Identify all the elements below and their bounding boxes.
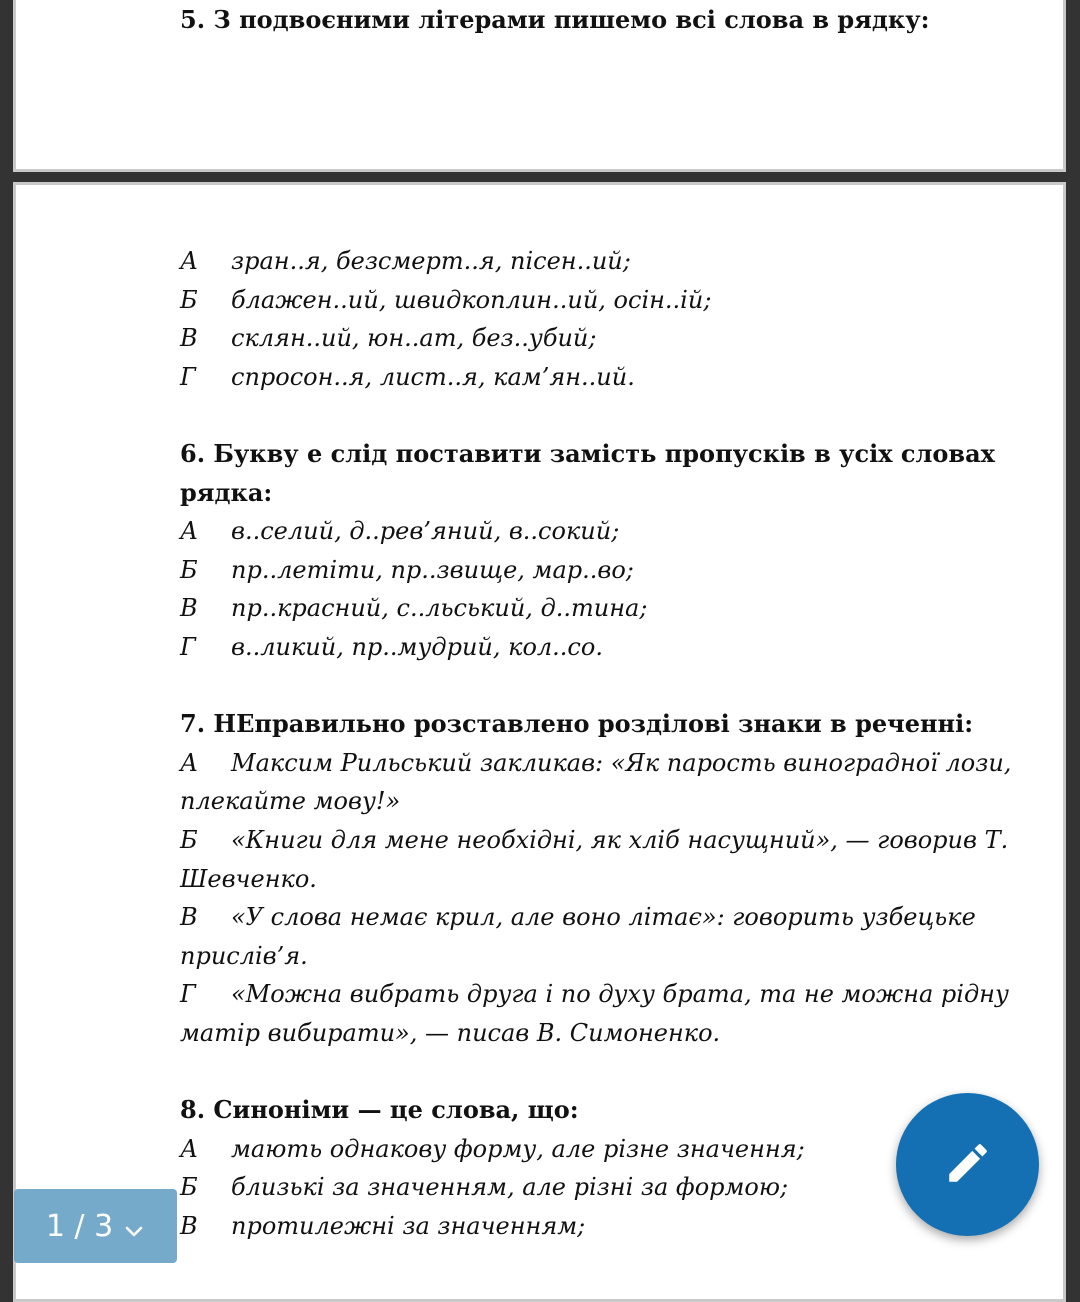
option-letter: Б (180, 285, 198, 314)
option-text: Максим Рильський закликав: «Як парость виноградної лози, (231, 748, 1012, 777)
option-letter: В (180, 324, 198, 353)
question-6-title-cont: рядка: (180, 477, 273, 507)
option-text: блажен..ий, швидкоплин..ий, осін..ій; (231, 285, 712, 314)
option-letter: А (180, 748, 199, 777)
option-letter: Г (180, 632, 196, 661)
page-selector-button[interactable] (14, 1189, 177, 1263)
option-letter: В (180, 1211, 198, 1240)
option-text: в..селий, д..рев’яний, в..сокий; (231, 517, 620, 546)
q6-option (180, 512, 1000, 551)
q8-option (180, 1168, 1000, 1207)
option-text: пр..красний, с..льський, д..тина; (231, 594, 648, 623)
pencil-icon (943, 1138, 993, 1192)
page-indicator-label: 1 / 3 (45, 1208, 114, 1244)
q7-option (180, 821, 1009, 860)
q5-option (180, 319, 1000, 358)
q7-option-cont: плекайте мову!» (180, 787, 401, 816)
option-text: склян..ий, юн..ат, без..убий; (231, 324, 597, 353)
option-text: «Можна вибрать друга і по духу брата, та не можна рідну (231, 980, 1009, 1009)
edit-fab-button[interactable] (896, 1093, 1039, 1236)
option-text: «У слова немає крил, але воно літає»: говорить узбецьке (231, 903, 976, 932)
q8-option (180, 1130, 1000, 1169)
option-letter: Б (180, 825, 198, 854)
q7-option (180, 744, 1012, 783)
option-letter: А (180, 247, 199, 275)
q7-option (180, 898, 1000, 937)
option-text: пр..летіти, пр..звище, мар..во; (231, 555, 634, 584)
question-8-title: 8. Синоніми — це слова, що: (180, 1095, 579, 1125)
option-text: мають однакову форму, але різне значення; (231, 1134, 805, 1163)
q7-option-cont: Шевченко. (180, 864, 317, 893)
question-6-title: 6. Букву е слід поставити замість пропусків в усіх словах (180, 438, 995, 468)
option-letter: В (180, 594, 198, 623)
option-letter: Г (180, 362, 196, 391)
option-letter: Б (180, 555, 198, 584)
option-letter: Г (180, 980, 196, 1009)
q7-option-cont: матір вибирати», — писав В. Симоненко. (180, 1018, 721, 1047)
option-text: «Книги для мене необхідні, як хліб насущний», — говорив Т. (231, 825, 1009, 854)
q5-option (180, 281, 1000, 320)
option-text: протилежні за значенням; (231, 1211, 586, 1240)
q5-option (180, 358, 1000, 397)
option-letter: Б (180, 1173, 198, 1202)
q6-option (180, 589, 1000, 628)
option-text: близькі за значенням, але різні за формою; (231, 1173, 789, 1202)
q5-option (180, 242, 1000, 281)
question-5-title: 5. З подвоєними літерами пишемо всі слова в рядку: (180, 5, 930, 34)
question-7-title: 7. НЕправильно розставлено розділові знаки в реченні: (180, 709, 974, 739)
q6-option (180, 628, 1000, 667)
option-text: в..ликий, пр..мудрий, кол..со. (231, 632, 603, 661)
option-letter: А (180, 1134, 199, 1163)
option-letter: В (180, 903, 198, 932)
document-page-1 (13, 0, 1066, 172)
q7-option-cont: прислів’я. (180, 941, 308, 970)
option-text: зран..я, безсмерт..я, пісен..ий; (231, 247, 631, 275)
chevron-down-icon (123, 1215, 145, 1237)
q6-option (180, 551, 1000, 590)
option-text: спросон..я, лист..я, кам’ян..ий. (231, 362, 635, 391)
q7-option (180, 975, 1009, 1014)
q8-option (180, 1207, 1000, 1246)
option-letter: А (180, 517, 199, 546)
